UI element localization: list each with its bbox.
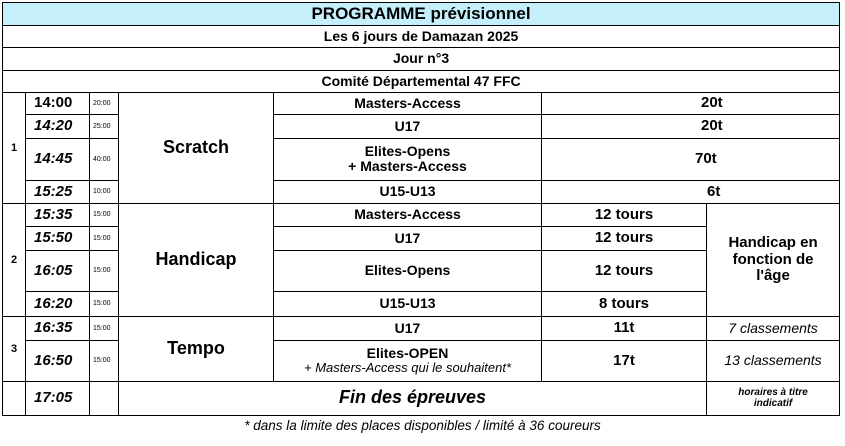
race-time: 14:20 [26,115,90,139]
race-category [274,139,542,180]
race-laps: 20t [542,92,840,114]
race-duration: 15:00 [90,291,119,316]
race-category: U15-U13 [274,180,542,203]
race-type: Tempo [119,316,274,381]
race-type: Scratch [119,92,274,203]
table-row [3,381,840,415]
race-laps: 17t [542,341,707,381]
table-row [3,316,840,340]
race-time: 14:45 [26,139,90,180]
race-duration: 25:00 [90,115,119,139]
race-category: Masters-Access [274,92,542,114]
race-time: 16:35 [26,316,90,340]
indicative-times-note: horaires à titre indicatif [707,381,840,415]
race-category-line1: Elites-OPEN [366,345,449,362]
race-laps: 12 tours [542,251,707,291]
programme-title: PROGRAMME prévisionnel [3,3,840,26]
block-number: 1 [3,92,26,203]
race-category-line2: + Masters-Access [348,158,467,175]
race-duration: 15:00 [90,227,119,251]
empty-cell [90,381,119,415]
race-time: 14:00 [26,92,90,114]
handicap-note: Handicap en fonction de l'âge [707,203,840,316]
race-time: 16:05 [26,251,90,291]
race-category: U17 [274,316,542,340]
day-number: Jour n°3 [3,48,840,70]
race-laps: 12 tours [542,203,707,226]
race-remark: 13 classements [707,341,840,381]
empty-cell [3,381,26,415]
race-laps: 70t [542,139,840,180]
race-category-subtext: + Masters-Access qui le souhaitent* [303,360,512,376]
organizer: Comité Départemental 47 FFC [3,70,840,92]
race-duration: 20:00 [90,92,119,114]
race-remark: 7 classements [707,316,840,340]
race-laps: 11t [542,316,707,340]
programme-table [2,2,840,416]
race-category: U17 [274,227,542,251]
race-category-line1: Elites-Opens [364,143,451,160]
race-duration: 15:00 [90,316,119,340]
race-time: 15:35 [26,203,90,226]
race-type: Handicap [119,203,274,316]
race-time: 15:50 [26,227,90,251]
race-category: U15-U13 [274,291,542,316]
race-category: U17 [274,115,542,139]
block-number: 2 [3,203,26,316]
table-row [3,203,840,226]
final-time: 17:05 [26,381,90,415]
race-category [274,341,542,381]
footnote: * dans la limite des places disponibles / limité à 36 coureurs [244,418,601,433]
race-time: 16:50 [26,341,90,381]
race-laps: 8 tours [542,291,707,316]
event-name: Les 6 jours de Damazan 2025 [3,26,840,48]
race-duration: 40:00 [90,139,119,180]
block-number: 3 [3,316,26,381]
table-row [3,92,840,114]
race-duration: 15:00 [90,341,119,381]
race-duration: 10:00 [90,180,119,203]
race-duration: 15:00 [90,251,119,291]
race-duration: 15:00 [90,203,119,226]
race-category: Elites-Opens [274,251,542,291]
end-of-events: Fin des épreuves [119,381,707,415]
race-laps: 20t [542,115,840,139]
race-time: 16:20 [26,291,90,316]
race-laps: 12 tours [542,227,707,251]
race-laps: 6t [542,180,840,203]
race-time: 15:25 [26,180,90,203]
race-category: Masters-Access [274,203,542,226]
